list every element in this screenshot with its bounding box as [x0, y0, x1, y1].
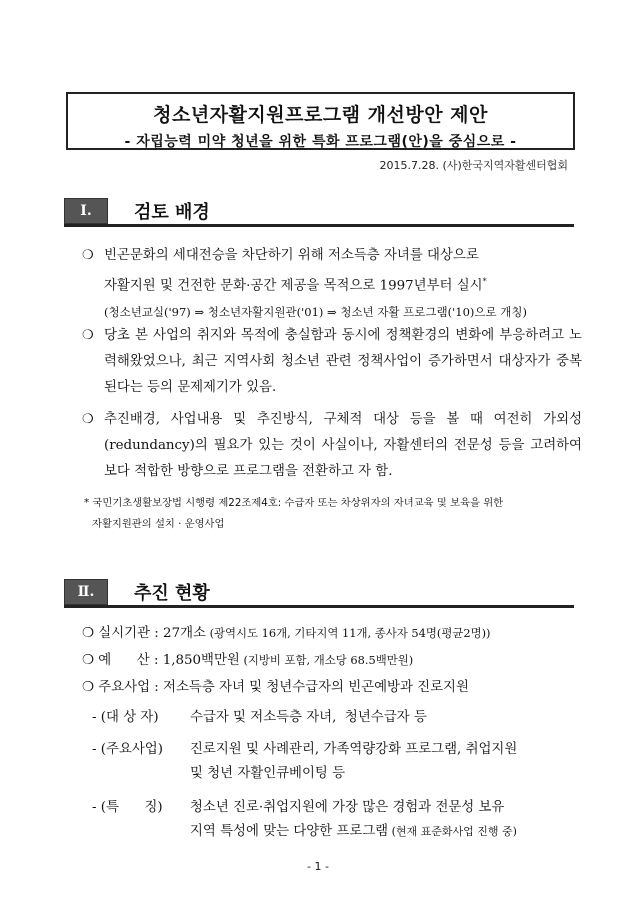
target-label: - (대 상 자): [92, 710, 159, 725]
features-line2: 지역 특성에 맞는 다양한 프로그램: [190, 824, 389, 839]
footnote-line2: 자활지원관의 설치 · 운영사업: [92, 518, 225, 530]
background-paragraph-3: [82, 407, 582, 485]
document-subtitle: - 자립능력 미약 청년을 위한 특화 프로그램(안)을 중심으로 -: [124, 134, 517, 150]
business-line1: 진로지원 및 사례관리, 가족역량강화 프로그램, 취업지원: [190, 742, 518, 757]
status-row-agencies: [82, 621, 592, 646]
target-text: 수급자 및 저소득층 자녀, 청년수급자 등: [190, 710, 427, 725]
section-2-number: Ⅱ.: [64, 579, 108, 605]
section-1-title: 검토 배경: [134, 201, 210, 223]
business-label: - (주요사업): [92, 742, 163, 757]
bullet-circle-icon: ❍: [82, 653, 95, 668]
p1-line3: (청소년교실('97) ⇒ 청소년자활지원관('01) ⇒ 청소년 자활 프로그램('10)으로 개칭): [104, 305, 527, 320]
background-paragraph-2: [82, 323, 582, 401]
p3-text: 추진배경, 사업내용 및 추진방식, 구체적 대상 등을 볼 때 여전히 가외성(redundancy)의 필요가 있는 것이 사실이나, 자활센터의 전문성 등을 고려하여 보다 적합한 방향으로 프로그램을 전환하고 자 함.: [104, 412, 582, 479]
budget-main: 예 산 : 1,850백만원: [98, 653, 240, 668]
budget-note: (지방비 포함, 개소당 68.5백만원): [239, 653, 414, 667]
bullet-circle-icon: ❍: [82, 248, 94, 263]
document-title: 청소년자활지원프로그램 개선방안 제안: [153, 104, 488, 126]
bullet-circle-icon: ❍: [82, 412, 94, 427]
section-2-header: [64, 578, 574, 608]
section-1-number: Ⅰ.: [64, 198, 108, 224]
bullet-circle-icon: ❍: [82, 328, 94, 343]
p1-line1: 빈곤문화의 세대전승을 차단하기 위해 저소득층 자녀를 대상으로: [104, 248, 479, 263]
main-business-text: 주요사업 : 저소득층 자녀 및 청년수급자의 빈곤예방과 진로지원: [98, 680, 469, 695]
date-author-line: 2015.7.28. (사)한국지역자활센터협회: [379, 159, 568, 172]
features-line1: 청소년 진로·취업지원에 가장 많은 경험과 전문성 보유: [190, 800, 505, 815]
status-row-budget: [82, 648, 592, 673]
sub-item-main-business: [92, 738, 592, 786]
features-note: (현재 표준화사업 진행 중): [388, 825, 517, 838]
features-label: - (특 징): [92, 800, 163, 815]
bullet-circle-icon: ❍: [82, 626, 95, 641]
agencies-main: 실시기관 : 27개소: [98, 626, 206, 641]
sub-item-features: [92, 796, 592, 844]
background-paragraph-1: [82, 243, 582, 326]
p2-text: 당초 본 사업의 취지와 목적에 충실함과 동시에 정책환경의 변화에 부응하려고 노력해왔었으나, 최근 지역사회 청소년 관련 정책사업이 증가하면서 대상자가 중복된다는 등의 문제제기가 있음.: [104, 328, 582, 395]
bullet-circle-icon: ❍: [82, 680, 95, 695]
footnote-line1: * 국민기초생활보장법 시행령 제22조제4호: 수급자 또는 차상위자의 자녀교육 및 보육을 위한: [84, 497, 504, 509]
section-2-title: 추진 현황: [134, 582, 210, 604]
business-line2: 및 청년 자활인큐베이팅 등: [190, 766, 346, 781]
status-row-main-business: [82, 676, 592, 700]
sub-item-target: [92, 706, 592, 730]
section-1-header: [64, 197, 574, 227]
p1-line2: 자활지원 및 건전한 문화·공간 제공을 목적으로 1997년부터 실시: [104, 278, 483, 294]
footnote: [84, 493, 580, 535]
footnote-marker: *: [482, 277, 487, 286]
agencies-note: (광역시도 16개, 기타지역 11개, 종사자 54명(평균2명)): [205, 626, 491, 640]
document-title-box: [66, 92, 575, 150]
page-number: - 1 -: [307, 860, 329, 873]
